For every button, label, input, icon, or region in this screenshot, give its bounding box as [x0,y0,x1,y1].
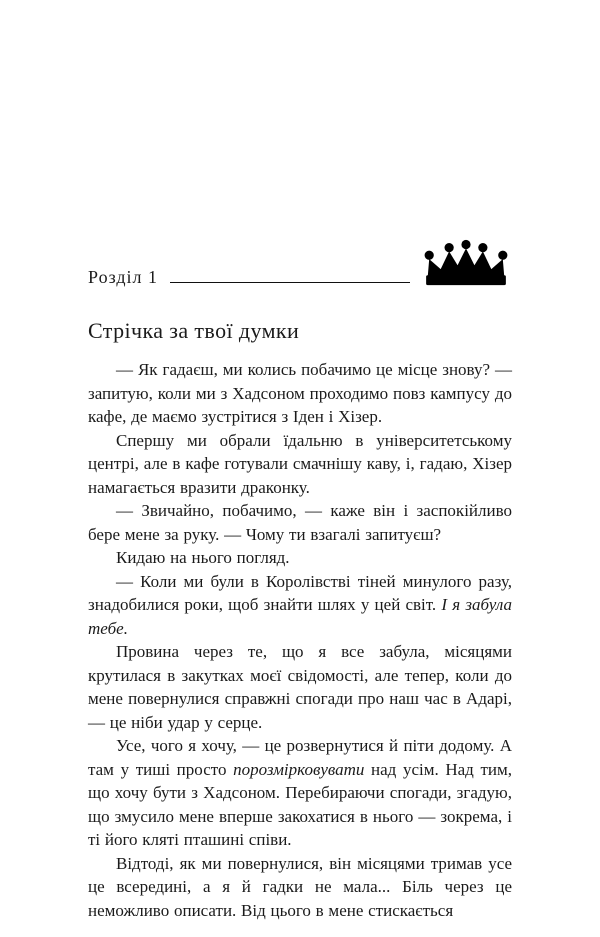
chapter-rule [170,282,410,283]
text-run: — Коли ми були в Королівстві тіней минулого разу, знадобилися роки, щоб знайти шлях у цей світ. [88,571,512,615]
text-run: над усім. Над тим, що хочу бути з Хадсоном. Перебираючи спогади, згадую, що змусило мене вперше закохатися в нього — зокрема, і ті його кляті пташині співи. [88,759,512,850]
italic-run: порозмірковувати [233,759,365,779]
italic-run: І я забула тебе. [88,595,512,638]
chapter-label: Розділ 1 [88,267,158,287]
chapter-title: Стрічка за твої думки [88,318,300,343]
chapter-header [88,238,512,294]
paragraph [88,499,512,546]
paragraph [88,358,512,429]
text-run: Усе, чого я хочу, — це розвернутися й піти додому. А там у тиші просто [88,736,512,779]
paragraph [88,429,512,500]
text-run: Відтоді, як ми повернулися, він місяцями тримав усе це всередині, а я й гадки не мала... Біль через це неможливо описати. Від цього в мене стискається [88,853,512,920]
text-run: Кидаю на нього погляд. [116,548,290,568]
paragraph [88,734,512,852]
paragraph [88,640,512,734]
text-run: Провина через те, що я все забула, місяцями крутилася в закутках моєї свідомості, але тепер, коли до мене повернулися справжні спогади про наш час в Адарі, — це ніби удар у серце. [88,642,512,732]
paragraph [88,546,512,570]
crown-icon [420,238,512,294]
text-run: — Як гадаєш, ми колись побачимо це місце знову? — запитую, коли ми з Хадсоном проходимо повз кампусу до кафе, де маємо зустрітися з Іден і Хізер. [88,360,512,427]
chapter-body [88,358,512,922]
text-run: — Звичайно, побачимо, — каже він і заспокійливо бере мене за руку. — Чому ти взагалі запитуєш? [88,501,512,544]
paragraph [88,570,512,641]
text-run: Спершу ми обрали їдальню в університетському центрі, але в кафе готували смачнішу каву, і, гадаю, Хізер намагається вразити драконку. [88,430,512,497]
paragraph [88,852,512,923]
